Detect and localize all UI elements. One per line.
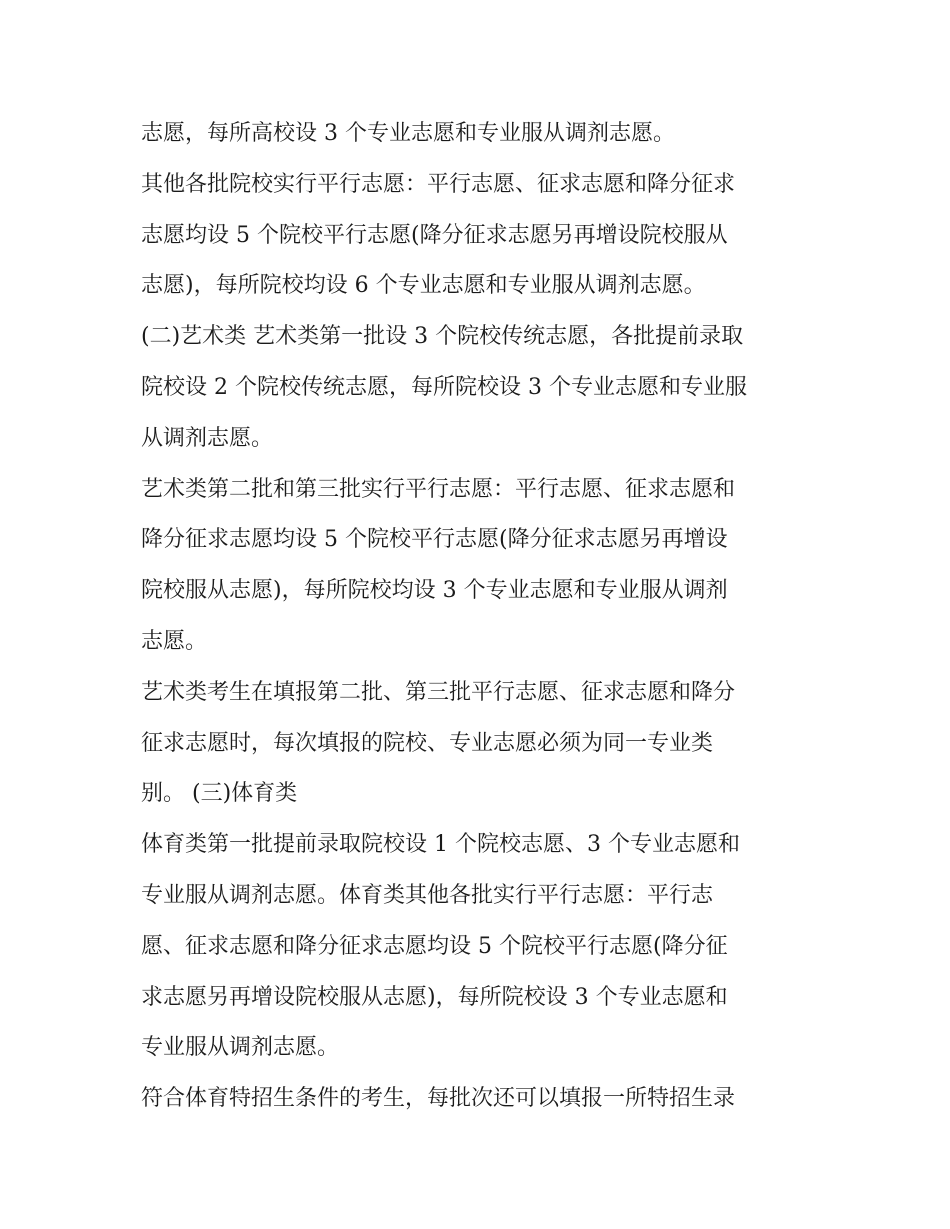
text-line: 征求志愿时，每次填报的院校、专业志愿必须为同一专业类 [141,730,714,756]
document-body [141,109,821,1125]
text-line: 专业服从调剂志愿。体育类其他各批实行平行志愿：平行志 [141,882,714,908]
text-line: 志愿)，每所院校均设 6 个专业志愿和专业服从调剂志愿。 [141,273,706,299]
text-line: 艺术类第二批和第三批实行平行志愿：平行志愿、征求志愿和 [141,476,736,502]
text-line: 符合体育特招生条件的考生，每批次还可以填报一所特招生录 [141,1086,736,1112]
text-line: 志愿均设 5 个院校平行志愿(降分征求志愿另再增设院校服从 [141,222,728,248]
text-line: 体育类第一批提前录取院校设 1 个院校志愿、3 个专业志愿和 [141,832,740,858]
text-line: 从调剂志愿。 [141,425,274,451]
text-line: 别。 (三)体育类 [141,781,298,807]
text-line: (二)艺术类 艺术类第一批设 3 个院校传统志愿，各批提前录取 [141,324,744,350]
text-line: 降分征求志愿均设 5 个院校平行志愿(降分征求志愿另再增设 [141,527,728,553]
text-line: 院校服从志愿)，每所院校均设 3 个专业志愿和专业服从调剂 [141,578,728,604]
text-line: 愿、征求志愿和降分征求志愿均设 5 个院校平行志愿(降分征 [141,933,728,959]
text-line: 其他各批院校实行平行志愿：平行志愿、征求志愿和降分征求 [141,171,736,197]
text-line: 院校设 2 个院校传统志愿，每所院校设 3 个专业志愿和专业服 [141,374,747,400]
text-line: 志愿。 [141,628,208,654]
text-line: 求志愿另再增设院校服从志愿)，每所院校设 3 个专业志愿和 [141,984,728,1010]
text-line: 艺术类考生在填报第二批、第三批平行志愿、征求志愿和降分 [141,679,736,705]
text-line: 志愿，每所高校设 3 个专业志愿和专业服从调剂志愿。 [141,121,675,146]
text-line: 专业服从调剂志愿。 [141,1035,340,1061]
